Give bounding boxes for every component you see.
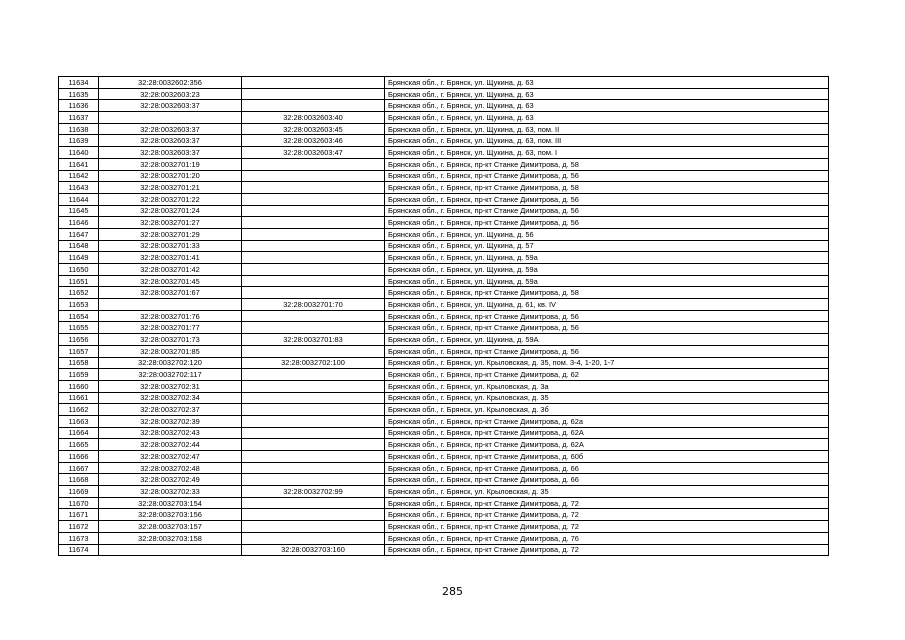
row-number-cell: 11663 [59, 415, 99, 427]
cadastral-number-cell: 32:28:0032701:73 [99, 334, 242, 346]
address-cell: Брянская обл., г. Брянск, пр-кт Станке Димитрова, д. 58 [385, 158, 829, 170]
row-number-cell: 11656 [59, 334, 99, 346]
address-cell: Брянская обл., г. Брянск, пр-кт Станке Димитрова, д. 56 [385, 193, 829, 205]
table-row [59, 415, 829, 427]
cadastral-number-cell: 32:28:0032701:77 [99, 322, 242, 334]
row-number-cell: 11657 [59, 345, 99, 357]
parent-cadastral-cell [242, 228, 385, 240]
address-cell: Брянская обл., г. Брянск, ул. Щукина, д. 59а [385, 252, 829, 264]
table-row [59, 310, 829, 322]
parent-cadastral-cell [242, 240, 385, 252]
row-number-cell: 11670 [59, 497, 99, 509]
table-row [59, 451, 829, 463]
cadastral-number-cell: 32:28:0032701:22 [99, 193, 242, 205]
address-cell: Брянская обл., г. Брянск, пр-кт Станке Димитрова, д. 56 [385, 217, 829, 229]
row-number-cell: 11636 [59, 100, 99, 112]
address-cell: Брянская обл., г. Брянск, пр-кт Станке Димитрова, д. 58 [385, 287, 829, 299]
address-cell: Брянская обл., г. Брянск, пр-кт Станке Димитрова, д. 60б [385, 451, 829, 463]
cadastral-number-cell: 32:28:0032701:45 [99, 275, 242, 287]
table-row [59, 170, 829, 182]
cadastral-number-cell: 32:28:0032603:37 [99, 147, 242, 159]
table-row [59, 77, 829, 89]
address-cell: Брянская обл., г. Брянск, ул. Щукина, д. 63 [385, 77, 829, 89]
table-row [59, 100, 829, 112]
address-cell: Брянская обл., г. Брянск, пр-кт Станке Димитрова, д. 62а [385, 415, 829, 427]
row-number-cell: 11643 [59, 182, 99, 194]
parent-cadastral-cell [242, 170, 385, 182]
table-body [59, 77, 829, 556]
table-row [59, 497, 829, 509]
cadastral-number-cell: 32:28:0032603:37 [99, 100, 242, 112]
address-cell: Брянская обл., г. Брянск, ул. Крыловская, д. 35 [385, 486, 829, 498]
table-row [59, 228, 829, 240]
cadastral-number-cell: 32:28:0032701:33 [99, 240, 242, 252]
cadastral-number-cell [99, 544, 242, 556]
parent-cadastral-cell [242, 380, 385, 392]
parent-cadastral-cell: 32:28:0032603:47 [242, 147, 385, 159]
table-row [59, 322, 829, 334]
address-cell: Брянская обл., г. Брянск, пр-кт Станке Димитрова, д. 72 [385, 509, 829, 521]
parent-cadastral-cell [242, 158, 385, 170]
address-cell: Брянская обл., г. Брянск, пр-кт Станке Димитрова, д. 62А [385, 427, 829, 439]
parent-cadastral-cell [242, 264, 385, 276]
row-number-cell: 11671 [59, 509, 99, 521]
cadastral-number-cell: 32:28:0032602:356 [99, 77, 242, 89]
address-cell: Брянская обл., г. Брянск, ул. Щукина, д. 61, кв. IV [385, 299, 829, 311]
table-row [59, 112, 829, 124]
parent-cadastral-cell [242, 77, 385, 89]
row-number-cell: 11658 [59, 357, 99, 369]
address-cell: Брянская обл., г. Брянск, пр-кт Станке Димитрова, д. 62 [385, 369, 829, 381]
address-cell: Брянская обл., г. Брянск, ул. Щукина, д. 63, пом. II [385, 123, 829, 135]
parent-cadastral-cell [242, 252, 385, 264]
table-row [59, 252, 829, 264]
row-number-cell: 11637 [59, 112, 99, 124]
table-row [59, 404, 829, 416]
row-number-cell: 11669 [59, 486, 99, 498]
row-number-cell: 11648 [59, 240, 99, 252]
row-number-cell: 11647 [59, 228, 99, 240]
row-number-cell: 11653 [59, 299, 99, 311]
row-number-cell: 11649 [59, 252, 99, 264]
cadastral-number-cell: 32:28:0032603:37 [99, 123, 242, 135]
parent-cadastral-cell [242, 100, 385, 112]
cadastral-number-cell: 32:28:0032703:154 [99, 497, 242, 509]
address-cell: Брянская обл., г. Брянск, ул. Щукина, д. 56 [385, 228, 829, 240]
address-cell: Брянская обл., г. Брянск, ул. Крыловская, д. 35 [385, 392, 829, 404]
cadastral-number-cell: 32:28:0032702:49 [99, 474, 242, 486]
parent-cadastral-cell [242, 88, 385, 100]
table-row [59, 509, 829, 521]
address-cell: Брянская обл., г. Брянск, ул. Щукина, д. 59А [385, 334, 829, 346]
row-number-cell: 11662 [59, 404, 99, 416]
parent-cadastral-cell: 32:28:0032603:46 [242, 135, 385, 147]
cadastral-number-cell: 32:28:0032603:23 [99, 88, 242, 100]
cadastral-number-cell: 32:28:0032701:19 [99, 158, 242, 170]
table-row [59, 369, 829, 381]
table-row [59, 521, 829, 533]
address-cell: Брянская обл., г. Брянск, пр-кт Станке Димитрова, д. 56 [385, 205, 829, 217]
cadastral-number-cell: 32:28:0032701:29 [99, 228, 242, 240]
cadastral-number-cell: 32:28:0032702:37 [99, 404, 242, 416]
address-cell: Брянская обл., г. Брянск, пр-кт Станке Димитрова, д. 72 [385, 544, 829, 556]
cadastral-number-cell: 32:28:0032603:37 [99, 135, 242, 147]
row-number-cell: 11673 [59, 532, 99, 544]
table-row [59, 357, 829, 369]
table-row [59, 532, 829, 544]
parent-cadastral-cell [242, 439, 385, 451]
cadastral-number-cell: 32:28:0032701:24 [99, 205, 242, 217]
cadastral-number-cell: 32:28:0032701:20 [99, 170, 242, 182]
address-cell: Брянская обл., г. Брянск, пр-кт Станке Димитрова, д. 56 [385, 170, 829, 182]
cadastral-number-cell: 32:28:0032701:41 [99, 252, 242, 264]
parent-cadastral-cell: 32:28:0032701:70 [242, 299, 385, 311]
cadastral-number-cell [99, 112, 242, 124]
table-row [59, 427, 829, 439]
table-row [59, 544, 829, 556]
table-row [59, 462, 829, 474]
table-row [59, 264, 829, 276]
table-row [59, 205, 829, 217]
cadastral-number-cell: 32:28:0032701:76 [99, 310, 242, 322]
parent-cadastral-cell: 32:28:0032702:99 [242, 486, 385, 498]
row-number-cell: 11666 [59, 451, 99, 463]
cadastral-number-cell: 32:28:0032703:157 [99, 521, 242, 533]
parent-cadastral-cell [242, 415, 385, 427]
parent-cadastral-cell [242, 404, 385, 416]
row-number-cell: 11646 [59, 217, 99, 229]
table-row [59, 240, 829, 252]
table-row [59, 486, 829, 498]
parent-cadastral-cell [242, 532, 385, 544]
parent-cadastral-cell: 32:28:0032703:160 [242, 544, 385, 556]
parent-cadastral-cell: 32:28:0032603:45 [242, 123, 385, 135]
address-cell: Брянская обл., г. Брянск, пр-кт Станке Димитрова, д. 72 [385, 521, 829, 533]
address-cell: Брянская обл., г. Брянск, ул. Крыловская, д. 35, пом. 3-4, 1-20, 1-7 [385, 357, 829, 369]
row-number-cell: 11659 [59, 369, 99, 381]
cadastral-number-cell: 32:28:0032703:156 [99, 509, 242, 521]
address-cell: Брянская обл., г. Брянск, ул. Щукина, д. 63 [385, 100, 829, 112]
parent-cadastral-cell [242, 474, 385, 486]
row-number-cell: 11642 [59, 170, 99, 182]
parent-cadastral-cell [242, 497, 385, 509]
row-number-cell: 11655 [59, 322, 99, 334]
row-number-cell: 11661 [59, 392, 99, 404]
row-number-cell: 11645 [59, 205, 99, 217]
cadastral-table [58, 76, 829, 556]
cadastral-number-cell: 32:28:0032702:117 [99, 369, 242, 381]
parent-cadastral-cell [242, 392, 385, 404]
table-row [59, 439, 829, 451]
cadastral-number-cell: 32:28:0032703:158 [99, 532, 242, 544]
address-cell: Брянская обл., г. Брянск, ул. Крыловская, д. 3а [385, 380, 829, 392]
cadastral-number-cell: 32:28:0032702:31 [99, 380, 242, 392]
parent-cadastral-cell: 32:28:0032702:100 [242, 357, 385, 369]
table-row [59, 123, 829, 135]
cadastral-number-cell: 32:28:0032702:39 [99, 415, 242, 427]
cadastral-number-cell: 32:28:0032702:120 [99, 357, 242, 369]
parent-cadastral-cell: 32:28:0032701:83 [242, 334, 385, 346]
parent-cadastral-cell [242, 369, 385, 381]
parent-cadastral-cell [242, 217, 385, 229]
cadastral-number-cell: 32:28:0032702:33 [99, 486, 242, 498]
address-cell: Брянская обл., г. Брянск, пр-кт Станке Димитрова, д. 66 [385, 474, 829, 486]
parent-cadastral-cell [242, 509, 385, 521]
row-number-cell: 11672 [59, 521, 99, 533]
address-cell: Брянская обл., г. Брянск, пр-кт Станке Димитрова, д. 58 [385, 182, 829, 194]
cadastral-number-cell: 32:28:0032702:44 [99, 439, 242, 451]
address-cell: Брянская обл., г. Брянск, ул. Щукина, д. 59а [385, 275, 829, 287]
address-cell: Брянская обл., г. Брянск, ул. Щукина, д. 63, пом. III [385, 135, 829, 147]
table-row [59, 217, 829, 229]
table-row [59, 287, 829, 299]
parent-cadastral-cell [242, 205, 385, 217]
cadastral-number-cell: 32:28:0032701:21 [99, 182, 242, 194]
parent-cadastral-cell [242, 451, 385, 463]
address-cell: Брянская обл., г. Брянск, пр-кт Станке Димитрова, д. 56 [385, 322, 829, 334]
address-cell: Брянская обл., г. Брянск, ул. Щукина, д. 63 [385, 112, 829, 124]
address-cell: Брянская обл., г. Брянск, пр-кт Станке Димитрова, д. 62А [385, 439, 829, 451]
cadastral-number-cell: 32:28:0032702:48 [99, 462, 242, 474]
address-cell: Брянская обл., г. Брянск, пр-кт Станке Димитрова, д. 76 [385, 532, 829, 544]
row-number-cell: 11668 [59, 474, 99, 486]
row-number-cell: 11638 [59, 123, 99, 135]
row-number-cell: 11674 [59, 544, 99, 556]
table-row [59, 392, 829, 404]
parent-cadastral-cell [242, 462, 385, 474]
parent-cadastral-cell [242, 345, 385, 357]
cadastral-number-cell: 32:28:0032702:43 [99, 427, 242, 439]
row-number-cell: 11634 [59, 77, 99, 89]
address-cell: Брянская обл., г. Брянск, ул. Щукина, д. 57 [385, 240, 829, 252]
table-row [59, 275, 829, 287]
row-number-cell: 11640 [59, 147, 99, 159]
cadastral-number-cell: 32:28:0032702:34 [99, 392, 242, 404]
row-number-cell: 11644 [59, 193, 99, 205]
cadastral-number-cell: 32:28:0032702:47 [99, 451, 242, 463]
row-number-cell: 11652 [59, 287, 99, 299]
parent-cadastral-cell [242, 427, 385, 439]
table-row [59, 182, 829, 194]
table-row [59, 299, 829, 311]
address-cell: Брянская обл., г. Брянск, ул. Щукина, д. 63, пом. I [385, 147, 829, 159]
cadastral-number-cell: 32:28:0032701:27 [99, 217, 242, 229]
row-number-cell: 11635 [59, 88, 99, 100]
table-row [59, 147, 829, 159]
parent-cadastral-cell [242, 287, 385, 299]
table-row [59, 135, 829, 147]
table-row [59, 334, 829, 346]
address-cell: Брянская обл., г. Брянск, ул. Щукина, д. 63 [385, 88, 829, 100]
parent-cadastral-cell [242, 310, 385, 322]
address-cell: Брянская обл., г. Брянск, пр-кт Станке Димитрова, д. 72 [385, 497, 829, 509]
address-cell: Брянская обл., г. Брянск, пр-кт Станке Димитрова, д. 66 [385, 462, 829, 474]
cadastral-number-cell [99, 299, 242, 311]
cadastral-number-cell: 32:28:0032701:42 [99, 264, 242, 276]
parent-cadastral-cell: 32:28:0032603:40 [242, 112, 385, 124]
address-cell: Брянская обл., г. Брянск, ул. Щукина, д. 59а [385, 264, 829, 276]
table-row [59, 474, 829, 486]
row-number-cell: 11641 [59, 158, 99, 170]
parent-cadastral-cell [242, 275, 385, 287]
parent-cadastral-cell [242, 521, 385, 533]
row-number-cell: 11667 [59, 462, 99, 474]
row-number-cell: 11650 [59, 264, 99, 276]
row-number-cell: 11654 [59, 310, 99, 322]
address-cell: Брянская обл., г. Брянск, пр-кт Станке Димитрова, д. 56 [385, 310, 829, 322]
row-number-cell: 11664 [59, 427, 99, 439]
table-row [59, 193, 829, 205]
address-cell: Брянская обл., г. Брянск, ул. Крыловская, д. 3б [385, 404, 829, 416]
parent-cadastral-cell [242, 193, 385, 205]
row-number-cell: 11651 [59, 275, 99, 287]
row-number-cell: 11639 [59, 135, 99, 147]
cadastral-number-cell: 32:28:0032701:67 [99, 287, 242, 299]
cadastral-number-cell: 32:28:0032701:85 [99, 345, 242, 357]
parent-cadastral-cell [242, 182, 385, 194]
row-number-cell: 11665 [59, 439, 99, 451]
table-row [59, 345, 829, 357]
table-row [59, 158, 829, 170]
table-row [59, 88, 829, 100]
parent-cadastral-cell [242, 322, 385, 334]
page-number: 285 [442, 585, 463, 598]
table-row [59, 380, 829, 392]
row-number-cell: 11660 [59, 380, 99, 392]
address-cell: Брянская обл., г. Брянск, пр-кт Станке Димитрова, д. 56 [385, 345, 829, 357]
